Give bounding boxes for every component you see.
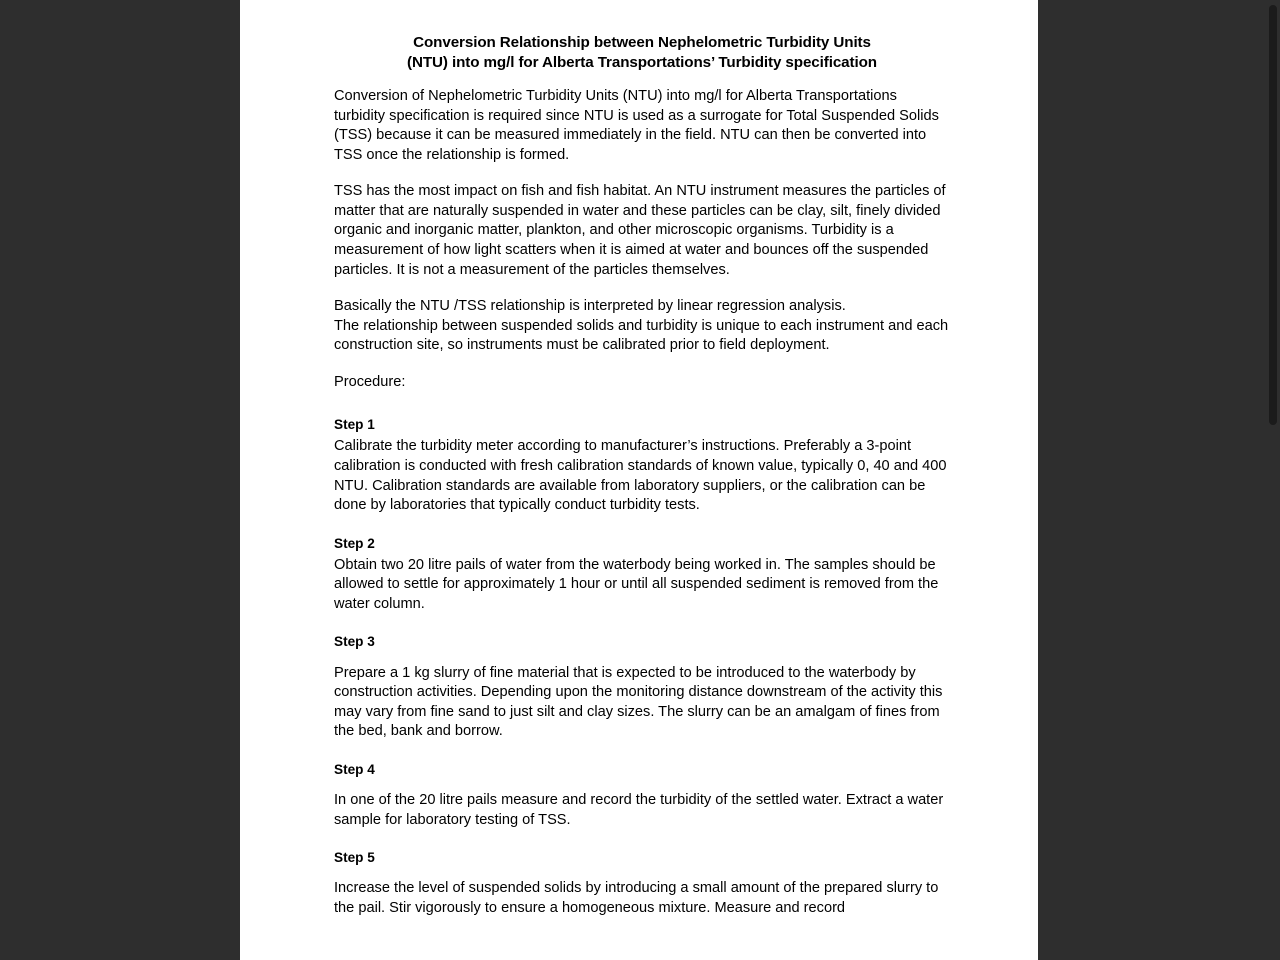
- paragraph-regression: [334, 297, 950, 356]
- step-body-3: Prepare a 1 kg slurry of fine material that is expected to be introduced to the waterbody by construction activities. Depending upon the monitoring distance downstream of the activity this may vary from fine sand to just silt and clay sizes. The slurry can be an amalgam of fines from the bed, bank and borrow.: [334, 664, 943, 740]
- paragraph-regression-line-2: The relationship between suspended solids and turbidity is unique to each instrument and each construction site, so instruments must be calibrated prior to field deployment.: [334, 317, 949, 354]
- step-heading-1: Step 1: [334, 417, 375, 433]
- step-heading-3: Step 3: [334, 634, 375, 650]
- paragraph-intro: Conversion of Nephelometric Turbidity Units (NTU) into mg/l for Alberta Transportations turbidity specification is required since NTU is used as a surrogate for Total Suspended Solids (TSS) because it can be measured immediately in the field. NTU can then be converted into TSS once the relationship is formed.: [334, 88, 939, 163]
- step-body-2: Obtain two 20 litre pails of water from the waterbody being worked in. The samples should be allowed to settle for approximately 1 hour or until all suspended sediment is removed from the water column.: [334, 556, 939, 612]
- vertical-scrollbar[interactable]: [1266, 0, 1280, 960]
- step-body-1: Calibrate the turbidity meter according to manufacturer’s instructions. Preferably a 3-point calibration is conducted with fresh calibration standards of known value, typically 0, 40 and 400 NTU. Calibration standards are available from laboratory suppliers, or the calibration can be done by laboratories that typically conduct turbidity tests.: [334, 438, 947, 514]
- step-body-4: In one of the 20 litre pails measure and record the turbidity of the settled water. Extract a water sample for laboratory testing of TSS.: [334, 792, 944, 828]
- page-title-line-1: Conversion Relationship between Nephelometric Turbidity Units: [413, 34, 871, 51]
- step-block-1: [334, 416, 950, 515]
- page-title-line-2: (NTU) into mg/l for Alberta Transportations’ Turbidity specification: [407, 54, 877, 72]
- step-heading-2: Step 2: [334, 535, 375, 551]
- step-heading-4: Step 4: [334, 761, 375, 777]
- page-content: [240, 0, 1038, 918]
- step-heading-5: Step 5: [334, 850, 375, 866]
- paragraph-regression-line-1: Basically the NTU /TSS relationship is interpreted by linear regression analysis.: [334, 298, 846, 315]
- page-sheet: [240, 0, 1038, 960]
- step-block-2: [334, 535, 950, 615]
- step-body-5: Increase the level of suspended solids by introducing a small amount of the prepared slurry to the pail. Stir vigorously to ensure a homogeneous mixture. Measure and record: [334, 880, 939, 916]
- page-title: [334, 33, 950, 73]
- step-block-3: [334, 633, 950, 741]
- step-block-5: [334, 849, 950, 918]
- step-block-4: [334, 761, 950, 830]
- paragraph-tss-impact: TSS has the most impact on fish and fish habitat. An NTU instrument measures the particles of matter that are naturally suspended in water and these particles can be clay, silt, finely divided organic and inorganic matter, plankton, and other microscopic organisms. Turbidity is a measurement of how light scatters when it is aimed at water and bounces off the suspended particles. It is not a measurement of the particles themselves.: [334, 183, 946, 278]
- procedure-label: Procedure:: [334, 373, 406, 390]
- vertical-scrollbar-thumb[interactable]: [1269, 5, 1277, 425]
